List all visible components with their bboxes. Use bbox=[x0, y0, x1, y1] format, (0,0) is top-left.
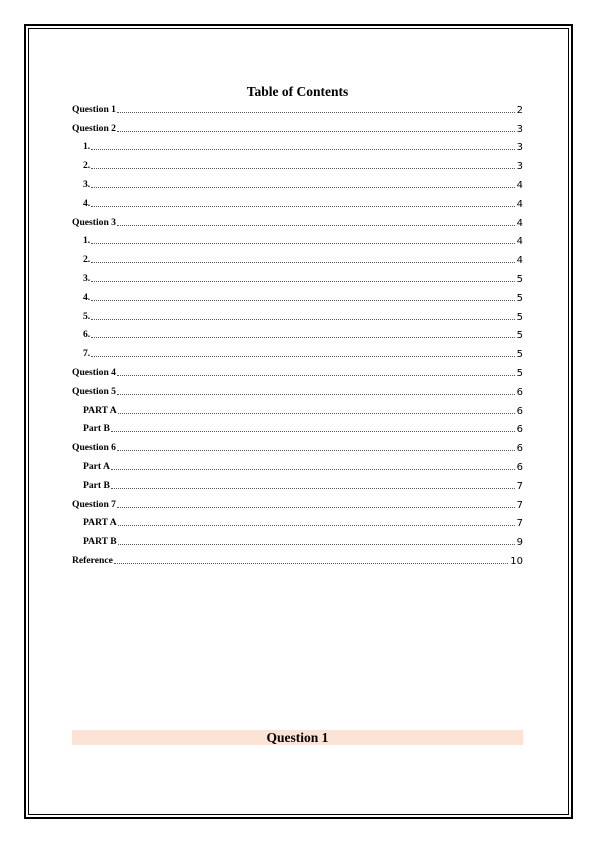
toc-entry[interactable] bbox=[72, 324, 523, 343]
toc-page-number: 5 bbox=[516, 349, 523, 361]
toc-page-number: 9 bbox=[516, 537, 523, 549]
toc-entry-label: Question 6 bbox=[72, 442, 116, 454]
toc-entry-label: Question 3 bbox=[72, 216, 116, 228]
toc-dot-leader bbox=[91, 299, 514, 301]
toc-dot-leader bbox=[117, 111, 515, 113]
toc-entry[interactable] bbox=[72, 455, 523, 474]
toc-dot-leader bbox=[111, 468, 515, 470]
toc-dot-leader bbox=[111, 487, 515, 489]
toc-page-number: 5 bbox=[516, 330, 523, 342]
toc-entry-label: 4. bbox=[83, 197, 91, 209]
toc-page-number: 6 bbox=[516, 386, 523, 398]
table-of-contents bbox=[72, 98, 523, 568]
toc-entry[interactable] bbox=[72, 136, 523, 155]
toc-page-number: 3 bbox=[516, 123, 523, 135]
toc-entry-label: 1. bbox=[83, 235, 91, 247]
toc-dot-leader bbox=[91, 280, 514, 282]
toc-dot-leader bbox=[91, 186, 514, 188]
toc-dot-leader bbox=[91, 355, 514, 357]
toc-entry[interactable] bbox=[72, 248, 523, 267]
toc-dot-leader bbox=[91, 242, 514, 244]
toc-dot-leader bbox=[111, 430, 515, 432]
toc-dot-leader bbox=[118, 412, 515, 414]
toc-entry-label: 2. bbox=[83, 254, 91, 266]
toc-page-number: 10 bbox=[510, 555, 523, 567]
toc-dot-leader bbox=[117, 393, 515, 395]
toc-dot-leader bbox=[118, 524, 515, 526]
toc-entry[interactable] bbox=[72, 230, 523, 249]
toc-dot-leader bbox=[117, 506, 515, 508]
toc-entry-label: Part B bbox=[83, 423, 110, 435]
toc-entry-label: 5. bbox=[83, 310, 91, 322]
toc-dot-leader bbox=[91, 148, 514, 150]
toc-dot-leader bbox=[91, 205, 514, 207]
toc-entry-label: Question 1 bbox=[72, 103, 116, 115]
toc-entry[interactable] bbox=[72, 474, 523, 493]
toc-entry-label: 4. bbox=[83, 291, 91, 303]
toc-page-number: 4 bbox=[516, 179, 523, 191]
toc-entry[interactable] bbox=[72, 436, 523, 455]
toc-page-number: 5 bbox=[516, 273, 523, 285]
toc-entry[interactable] bbox=[72, 530, 523, 549]
toc-entry[interactable] bbox=[72, 117, 523, 136]
toc-dot-leader bbox=[117, 224, 515, 226]
toc-entry-label: Question 2 bbox=[72, 122, 116, 134]
toc-entry[interactable] bbox=[72, 493, 523, 512]
toc-page-number: 6 bbox=[516, 405, 523, 417]
toc-entry-label: Question 5 bbox=[72, 385, 116, 397]
section-heading: Question 1 bbox=[72, 730, 523, 745]
toc-dot-leader bbox=[118, 543, 515, 545]
toc-entry-label: Part B bbox=[83, 479, 110, 491]
toc-page-number: 7 bbox=[516, 518, 523, 530]
toc-page-number: 6 bbox=[516, 443, 523, 455]
toc-dot-leader bbox=[91, 261, 514, 263]
toc-entry-label: 3. bbox=[83, 272, 91, 284]
toc-entry-label: PART A bbox=[83, 517, 117, 529]
toc-entry-label: 3. bbox=[83, 178, 91, 190]
toc-entry-label: 7. bbox=[83, 348, 91, 360]
toc-entry[interactable] bbox=[72, 192, 523, 211]
toc-entry[interactable] bbox=[72, 342, 523, 361]
toc-page-number: 4 bbox=[516, 198, 523, 210]
toc-entry[interactable] bbox=[72, 399, 523, 418]
toc-page-number: 4 bbox=[516, 255, 523, 267]
toc-page-number: 5 bbox=[516, 311, 523, 323]
toc-entry[interactable] bbox=[72, 512, 523, 531]
toc-entry-label: 1. bbox=[83, 141, 91, 153]
toc-page-number: 7 bbox=[516, 499, 523, 511]
toc-page-number: 3 bbox=[516, 161, 523, 173]
toc-entry[interactable] bbox=[72, 173, 523, 192]
toc-entry-label: Reference bbox=[72, 554, 113, 566]
toc-entry-label: Part A bbox=[83, 460, 110, 472]
toc-entry[interactable] bbox=[72, 154, 523, 173]
toc-entry[interactable] bbox=[72, 267, 523, 286]
toc-page-number: 2 bbox=[516, 104, 523, 116]
toc-page-number: 3 bbox=[516, 142, 523, 154]
toc-page-number: 4 bbox=[516, 217, 523, 229]
toc-page-number: 5 bbox=[516, 367, 523, 379]
toc-entry[interactable] bbox=[72, 549, 523, 568]
toc-page-number: 7 bbox=[516, 480, 523, 492]
toc-dot-leader bbox=[114, 562, 508, 564]
toc-entry[interactable] bbox=[72, 380, 523, 399]
toc-entry[interactable] bbox=[72, 305, 523, 324]
toc-entry-label: PART A bbox=[83, 404, 117, 416]
toc-entry[interactable] bbox=[72, 361, 523, 380]
toc-dot-leader bbox=[117, 374, 515, 376]
toc-dot-leader bbox=[91, 167, 514, 169]
toc-entry[interactable] bbox=[72, 211, 523, 230]
toc-entry-label: Question 7 bbox=[72, 498, 116, 510]
toc-entry[interactable] bbox=[72, 286, 523, 305]
toc-entry[interactable] bbox=[72, 418, 523, 437]
toc-page-number: 6 bbox=[516, 461, 523, 473]
toc-page-number: 6 bbox=[516, 424, 523, 436]
toc-page-number: 4 bbox=[516, 236, 523, 248]
toc-dot-leader bbox=[117, 130, 515, 132]
toc-dot-leader bbox=[117, 449, 515, 451]
toc-entry-label: 6. bbox=[83, 329, 91, 341]
toc-title: Table of Contents bbox=[246, 84, 349, 99]
toc-dot-leader bbox=[91, 336, 514, 338]
toc-page-number: 5 bbox=[516, 292, 523, 304]
toc-entry-label: Question 4 bbox=[72, 366, 116, 378]
toc-entry[interactable] bbox=[72, 98, 523, 117]
toc-entry-label: PART B bbox=[83, 536, 117, 548]
toc-dot-leader bbox=[91, 318, 514, 320]
toc-entry-label: 2. bbox=[83, 160, 91, 172]
